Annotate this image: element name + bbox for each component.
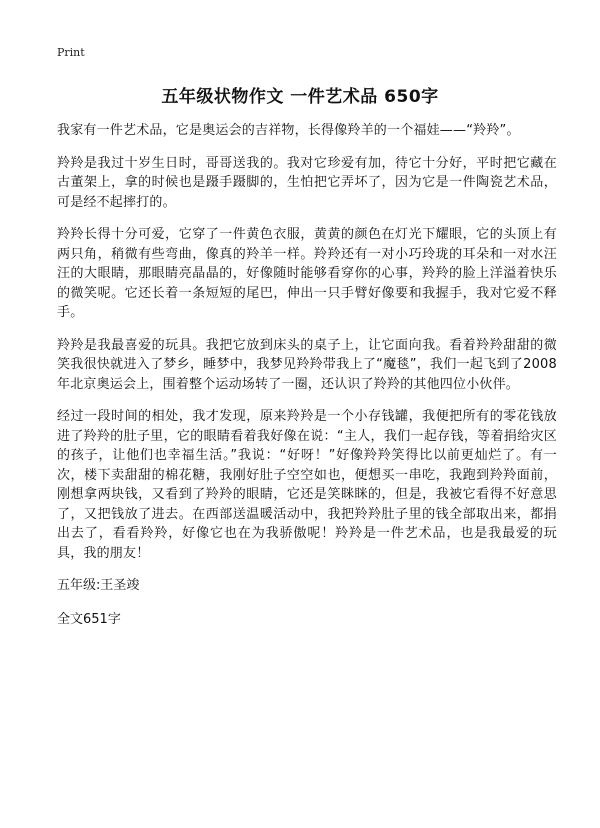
paragraph-1: 我家有一件艺术品，它是奥运会的吉祥物，长得像羚羊的一个福娃——“羚羚”。 [57, 123, 520, 138]
paragraph-4: 羚羚是我最喜爱的玩具。我把它放到床头的桌子上，让它面向我。看着羚羚甜甜的微笑我很快就进入了梦乡，睡梦中，我梦见羚羚带我上了“魔毯”，我们一起飞到了2008年北京奥运会上，围着整个运动场转了一圈，还认识了羚羚的其他四位小伙伴。 [57, 337, 557, 392]
paragraph-3: 羚羚长得十分可爱，它穿了一件黄色衣服，黄黄的颜色在灯光下耀眼，它的头顶上有两只角，稍微有些弯曲，像真的羚羊一样。羚羚还有一对小巧玲珑的耳朵和一对水汪汪的大眼睛，那眼睛亮晶晶的，好像随时能够看穿你的心事，羚羚的脸上洋溢着快乐的微笑呢。它还长着一条短短的尾巴，伸出一只手臂好像要和我握手，我对它爱不释手。 [57, 227, 557, 320]
paragraph-2: 羚羚是我过十岁生日时，哥哥送我的。我对它珍爱有加，待它十分好，平时把它藏在古董架上，拿的时候也是蹑手蹑脚的，生怕把它弄坏了，因为它是一件陶瓷艺术品，可是经不起摔打的。 [57, 155, 557, 210]
author-line: 五年级:王圣竣 [57, 578, 140, 593]
article-title: 五年级状物作文 一件艺术品 650字 [161, 87, 439, 107]
paragraph-5: 经过一段时间的相处，我才发现，原来羚羚是一个小存钱罐，我便把所有的零花钱放进了羚羚的肚子里，它的眼睛看着我好像在说：“主人，我们一起存钱，等着捐给灾区的孩子，让他们也幸福生活。”我说：“好呀！”好像羚羚笑得比以前更灿烂了。有一次，楼下卖甜甜的棉花糖，我刚好肚子空空如也，便想买一串吃，我跑到羚羚面前，刚想拿两块钱，又看到了羚羚的眼睛，它还是笑眯眯的，但是，我被它看得不好意思了，又把钱放了进去。在西部送温暖活动中，我把羚羚肚子里的钱全部取出来，都捐出去了，看看羚羚，好像它也在为我骄傲呢！羚羚是一件艺术品，也是我最爱的玩具，我的朋友！ [57, 409, 557, 561]
print-link[interactable]: Print [57, 46, 85, 59]
word-count-line: 全文651字 [57, 611, 121, 627]
article-body [57, 121, 557, 643]
